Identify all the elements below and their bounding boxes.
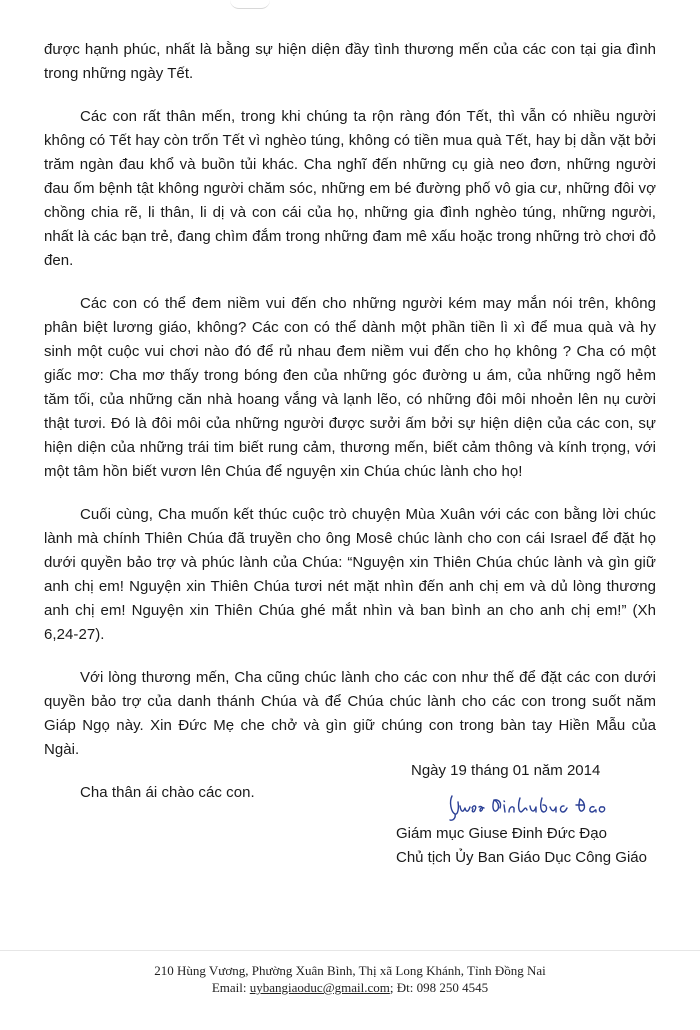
footer-phone-label: ; Đt: [389,980,417,995]
footer-phone: 098 250 4545 [416,980,489,995]
handwritten-signature [446,790,646,824]
letterhead-footer [0,962,700,996]
paragraph-continuation: được hạnh phúc, nhất là bằng sự hiện diện đầy tình thương mến của các con tại gia đình trong những ngày Tết. [44,41,656,82]
signer-block [396,822,647,870]
page-edge-decoration [230,0,270,9]
footer-divider [0,950,700,951]
footer-email-link[interactable]: uybangiaoduc@gmail.com [249,980,390,995]
letter-body [44,38,656,805]
footer-email-label: Email: [211,980,250,995]
letter-date: Ngày 19 tháng 01 năm 2014 [411,762,601,779]
closing-greeting: Cha thân ái chào các con. [80,784,255,801]
paragraph-blessing: Cuối cùng, Cha muốn kết thúc cuộc trò chuyện Mùa Xuân với các con bằng lời chúc lành mà chính Thiên Chúa đã truyền cho ông Mosê chúc lành cho con cái Israel để đặt họ dưới quyền bảo trợ và phúc lành của Chúa: “Nguyện xin Thiên Chúa chúc lành và gìn giữ anh chị em! Nguyện xin Thiên Chúa tươi nét mặt nhìn đến anh chị em và dủ lòng thương anh chị em! Nguyện xin Thiên Chúa ghé mắt nhìn và ban bình an cho anh chị em!” (Xh 6,24-27). [44,506,656,643]
paragraph-new-year: Với lòng thương mến, Cha cũng chúc lành cho các con như thế để đặt các con dưới quyền bảo trợ của danh thánh Chúa và để Chúa chúc lành cho các con trong suốt năm Giáp Ngọ này. Xin Đức Mẹ che chở và gìn giữ chúng con trong bàn tay Hiền Mẫu của Ngài. [44,669,656,758]
signer-name: Giám mục Giuse Đinh Đức Đạo [396,825,607,842]
paragraph-dream: Các con có thể đem niềm vui đến cho những người kém may mắn nói trên, không phân biệt lương giáo, không? Các con có thể dành một phần tiền lì xì để mua quà và hy sinh một cuộc vui chơi nào đó để rủ nhau đem niềm vui đến cho họ không ? Cha có một giấc mơ: Cha mơ thấy trong bóng đen của những góc đường u ám, của những ngõ hẻm tăm tối, của những căn nhà hoang vắng và lạnh lẽo, có những đôi môi nhoẻn lên nụ cười thật tươi. Đó là đôi môi của những người được sưởi ấm bởi sự hiện diện của các con, sự hiện diện của những trái tim biết rung cảm, thương mến, biết cảm thông và kính trọng, với một tâm hồn biết vươn lên Chúa để nguyện xin Chúa chúc lành cho họ! [44,295,656,480]
footer-contact [0,979,700,996]
paragraph-tet-poor: Các con rất thân mến, trong khi chúng ta rộn ràng đón Tết, thì vẫn có nhiều người không có Tết hay còn trốn Tết vì nghèo túng, không có tiền mua quà Tết, hay bị dằn vặt bởi trăm ngàn đau khổ và buồn tủi khác. Cha nghĩ đến những cụ già neo đơn, những người đau ốm bệnh tật không người chăm sóc, những em bé đường phố vô gia cư, những đôi vợ chồng chia rẽ, li thân, li dị và con cái của họ, những gia đình nghèo túng, những người, nhất là các bạn trẻ, đang chìm đắm trong những đam mê xấu hoặc trong những trò chơi đỏ đen. [44,108,656,269]
signer-title: Chủ tịch Ủy Ban Giáo Dục Công Giáo [396,849,647,866]
footer-address: 210 Hùng Vương, Phường Xuân Bình, Thị xã Long Khánh, Tỉnh Đồng Nai [154,963,546,978]
